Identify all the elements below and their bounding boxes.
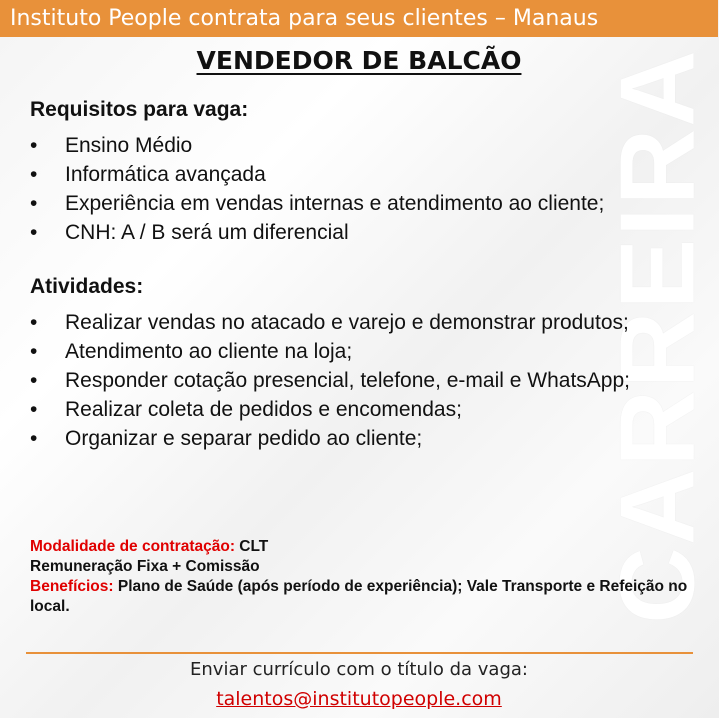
requirements-list <box>28 131 685 247</box>
footer <box>0 656 718 714</box>
requirements-heading: Requisitos para vaga: <box>30 98 249 121</box>
remuneration-line: Remuneração Fixa + Comissão <box>30 558 260 575</box>
list-item: • Experiência em vendas internas e atendimento ao cliente; <box>28 189 685 218</box>
footer-divider <box>26 652 693 654</box>
benefits-value: Plano de Saúde (após período de experiência); Vale Transporte e Refeição no local. <box>30 578 688 615</box>
activities-heading: Atividades: <box>30 275 144 298</box>
modality-label: Modalidade de contratação: <box>30 538 235 555</box>
list-item: • Realizar vendas no atacado e varejo e demonstrar produtos; <box>28 308 685 337</box>
list-item: • Atendimento ao cliente na loja; <box>28 337 685 366</box>
activities-list <box>28 308 685 453</box>
list-item: • Realizar coleta de pedidos e encomendas; <box>28 395 685 424</box>
email-link[interactable]: talentos@institutopeople.com <box>216 688 502 710</box>
list-item: • Responder cotação presencial, telefone, e-mail e WhatsApp; <box>28 366 685 395</box>
job-title <box>0 46 718 75</box>
header-text: Instituto People contrata para seus clientes – Manaus <box>10 6 599 31</box>
modality-line <box>30 537 705 557</box>
modality-value: CLT <box>234 538 269 555</box>
benefits-line <box>30 577 705 617</box>
footer-instruction: Enviar currículo com o título da vaga: <box>190 659 528 680</box>
list-item: • CNH: A / B será um diferencial <box>28 218 685 247</box>
list-item: • Informática avançada <box>28 160 685 189</box>
job-title-text: VENDEDOR DE BALCÃO <box>196 46 522 75</box>
watermark-text: CARREIRA <box>598 48 717 624</box>
header-banner <box>0 0 718 37</box>
benefits-label: Benefícios: <box>30 578 114 595</box>
list-item: • Ensino Médio <box>28 131 685 160</box>
list-item: • Organizar e separar pedido ao cliente; <box>28 424 685 453</box>
contract-info <box>30 537 705 617</box>
